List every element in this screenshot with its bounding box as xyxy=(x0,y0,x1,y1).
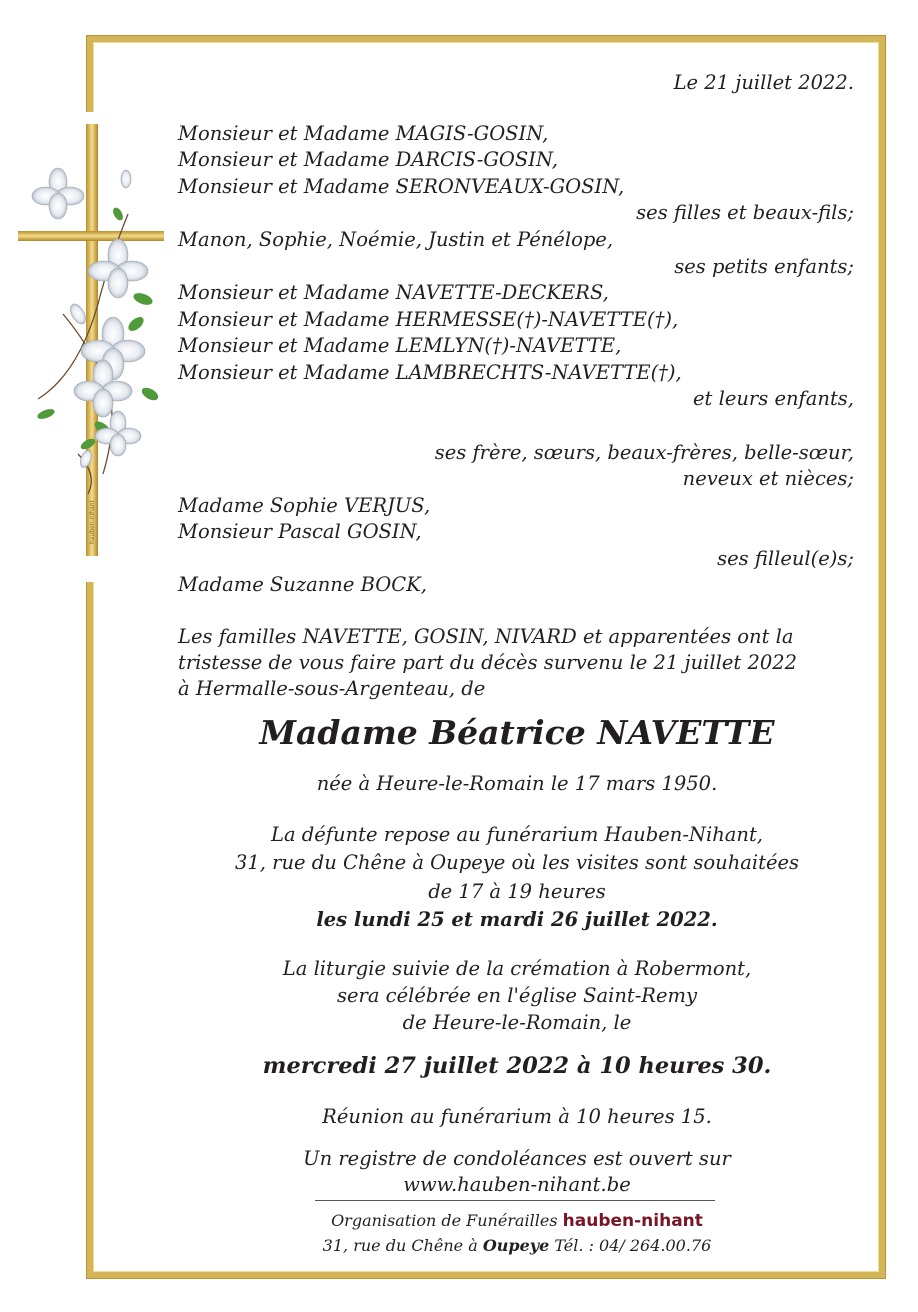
cross-horizontal-bar xyxy=(18,231,164,241)
footer-organisation xyxy=(96,1211,918,1231)
deceased-name: Madame Béatrice NAVETTE xyxy=(259,713,775,752)
daughters-role: ses filles et beaux-fils; xyxy=(636,201,854,224)
birth-info: née à Heure-le-Romain le 17 mars 1950. xyxy=(316,772,718,795)
footer-address-city: Oupeye xyxy=(482,1236,550,1255)
footer-phone: Tél. : 04/ 264.00.76 xyxy=(554,1236,712,1255)
service-datetime: mercredi 27 juillet 2022 à 10 heures 30. xyxy=(262,1053,772,1079)
register-url-link[interactable]: www.hauben-nihant.be xyxy=(403,1173,631,1196)
footer-address xyxy=(96,1236,918,1255)
service-line-1: La liturgie suivie de la crémation à Robermont, xyxy=(282,957,752,980)
godchild-2: Monsieur Pascal GOSIN, xyxy=(178,520,422,543)
register-line: Un registre de condoléances est ouvert sur xyxy=(303,1147,731,1170)
service-line-2: sera célébrée en l'église Saint-Remy xyxy=(336,984,698,1007)
siblings-role-1: ses frère, sœurs, beaux-frères, belle-sœur, xyxy=(434,441,854,464)
announcement-line-2: tristesse de vous faire part du décès survenu le 21 juillet 2022 xyxy=(178,651,798,674)
brand-logo: hauben-nihant xyxy=(562,1211,703,1231)
sibling-3: Monsieur et Madame LEMLYN(†)-NAVETTE, xyxy=(178,334,622,357)
cross-label: hauben-nihant xyxy=(89,500,96,544)
service-line-3: de Heure-le-Romain, le xyxy=(402,1011,632,1034)
family-daughter-2: Monsieur et Madame DARCIS-GOSIN, xyxy=(178,148,558,171)
footer-org-prefix: Organisation de Funérailles xyxy=(331,1211,558,1230)
announcement-line-1: Les familles NAVETTE, GOSIN, NIVARD et apparentées ont la xyxy=(178,625,794,648)
siblings-children: et leurs enfants, xyxy=(693,387,854,410)
other-relative: Madame Suzanne BOCK, xyxy=(178,573,427,596)
grandchildren: Manon, Sophie, Noémie, Justin et Pénélope, xyxy=(178,228,614,251)
family-daughter-1: Monsieur et Madame MAGIS-GOSIN, xyxy=(178,122,549,145)
sibling-2: Monsieur et Madame HERMESSE(†)-NAVETTE(†), xyxy=(178,308,679,331)
family-daughter-3: Monsieur et Madame SERONVEAUX-GOSIN, xyxy=(178,175,625,198)
footer-divider xyxy=(315,1200,715,1201)
visitation-dates: les lundi 25 et mardi 26 juillet 2022. xyxy=(316,908,718,931)
meeting-info: Réunion au funérarium à 10 heures 15. xyxy=(322,1105,712,1128)
visitation-line-2: 31, rue du Chêne à Oupeye où les visites sont souhaitées xyxy=(234,851,800,874)
sibling-4: Monsieur et Madame LAMBRECHTS-NAVETTE(†), xyxy=(178,361,682,384)
date: Le 21 juillet 2022. xyxy=(673,71,854,94)
godchildren-role: ses filleul(e)s; xyxy=(717,547,854,570)
visitation-line-1: La défunte repose au funérarium Hauben-Nihant, xyxy=(271,823,763,846)
visitation-line-3: de 17 à 19 heures xyxy=(428,880,606,903)
footer-address-prefix: 31, rue du Chêne à xyxy=(322,1236,478,1255)
godchild-1: Madame Sophie VERJUS, xyxy=(178,494,431,517)
announcement-line-3: à Hermalle-sous-Argenteau, de xyxy=(178,677,486,700)
sibling-1: Monsieur et Madame NAVETTE-DECKERS, xyxy=(178,281,609,304)
siblings-role-2: neveux et nièces; xyxy=(682,467,854,490)
cross-with-flowers-icon xyxy=(18,124,168,564)
grandchildren-role: ses petits enfants; xyxy=(674,255,854,278)
